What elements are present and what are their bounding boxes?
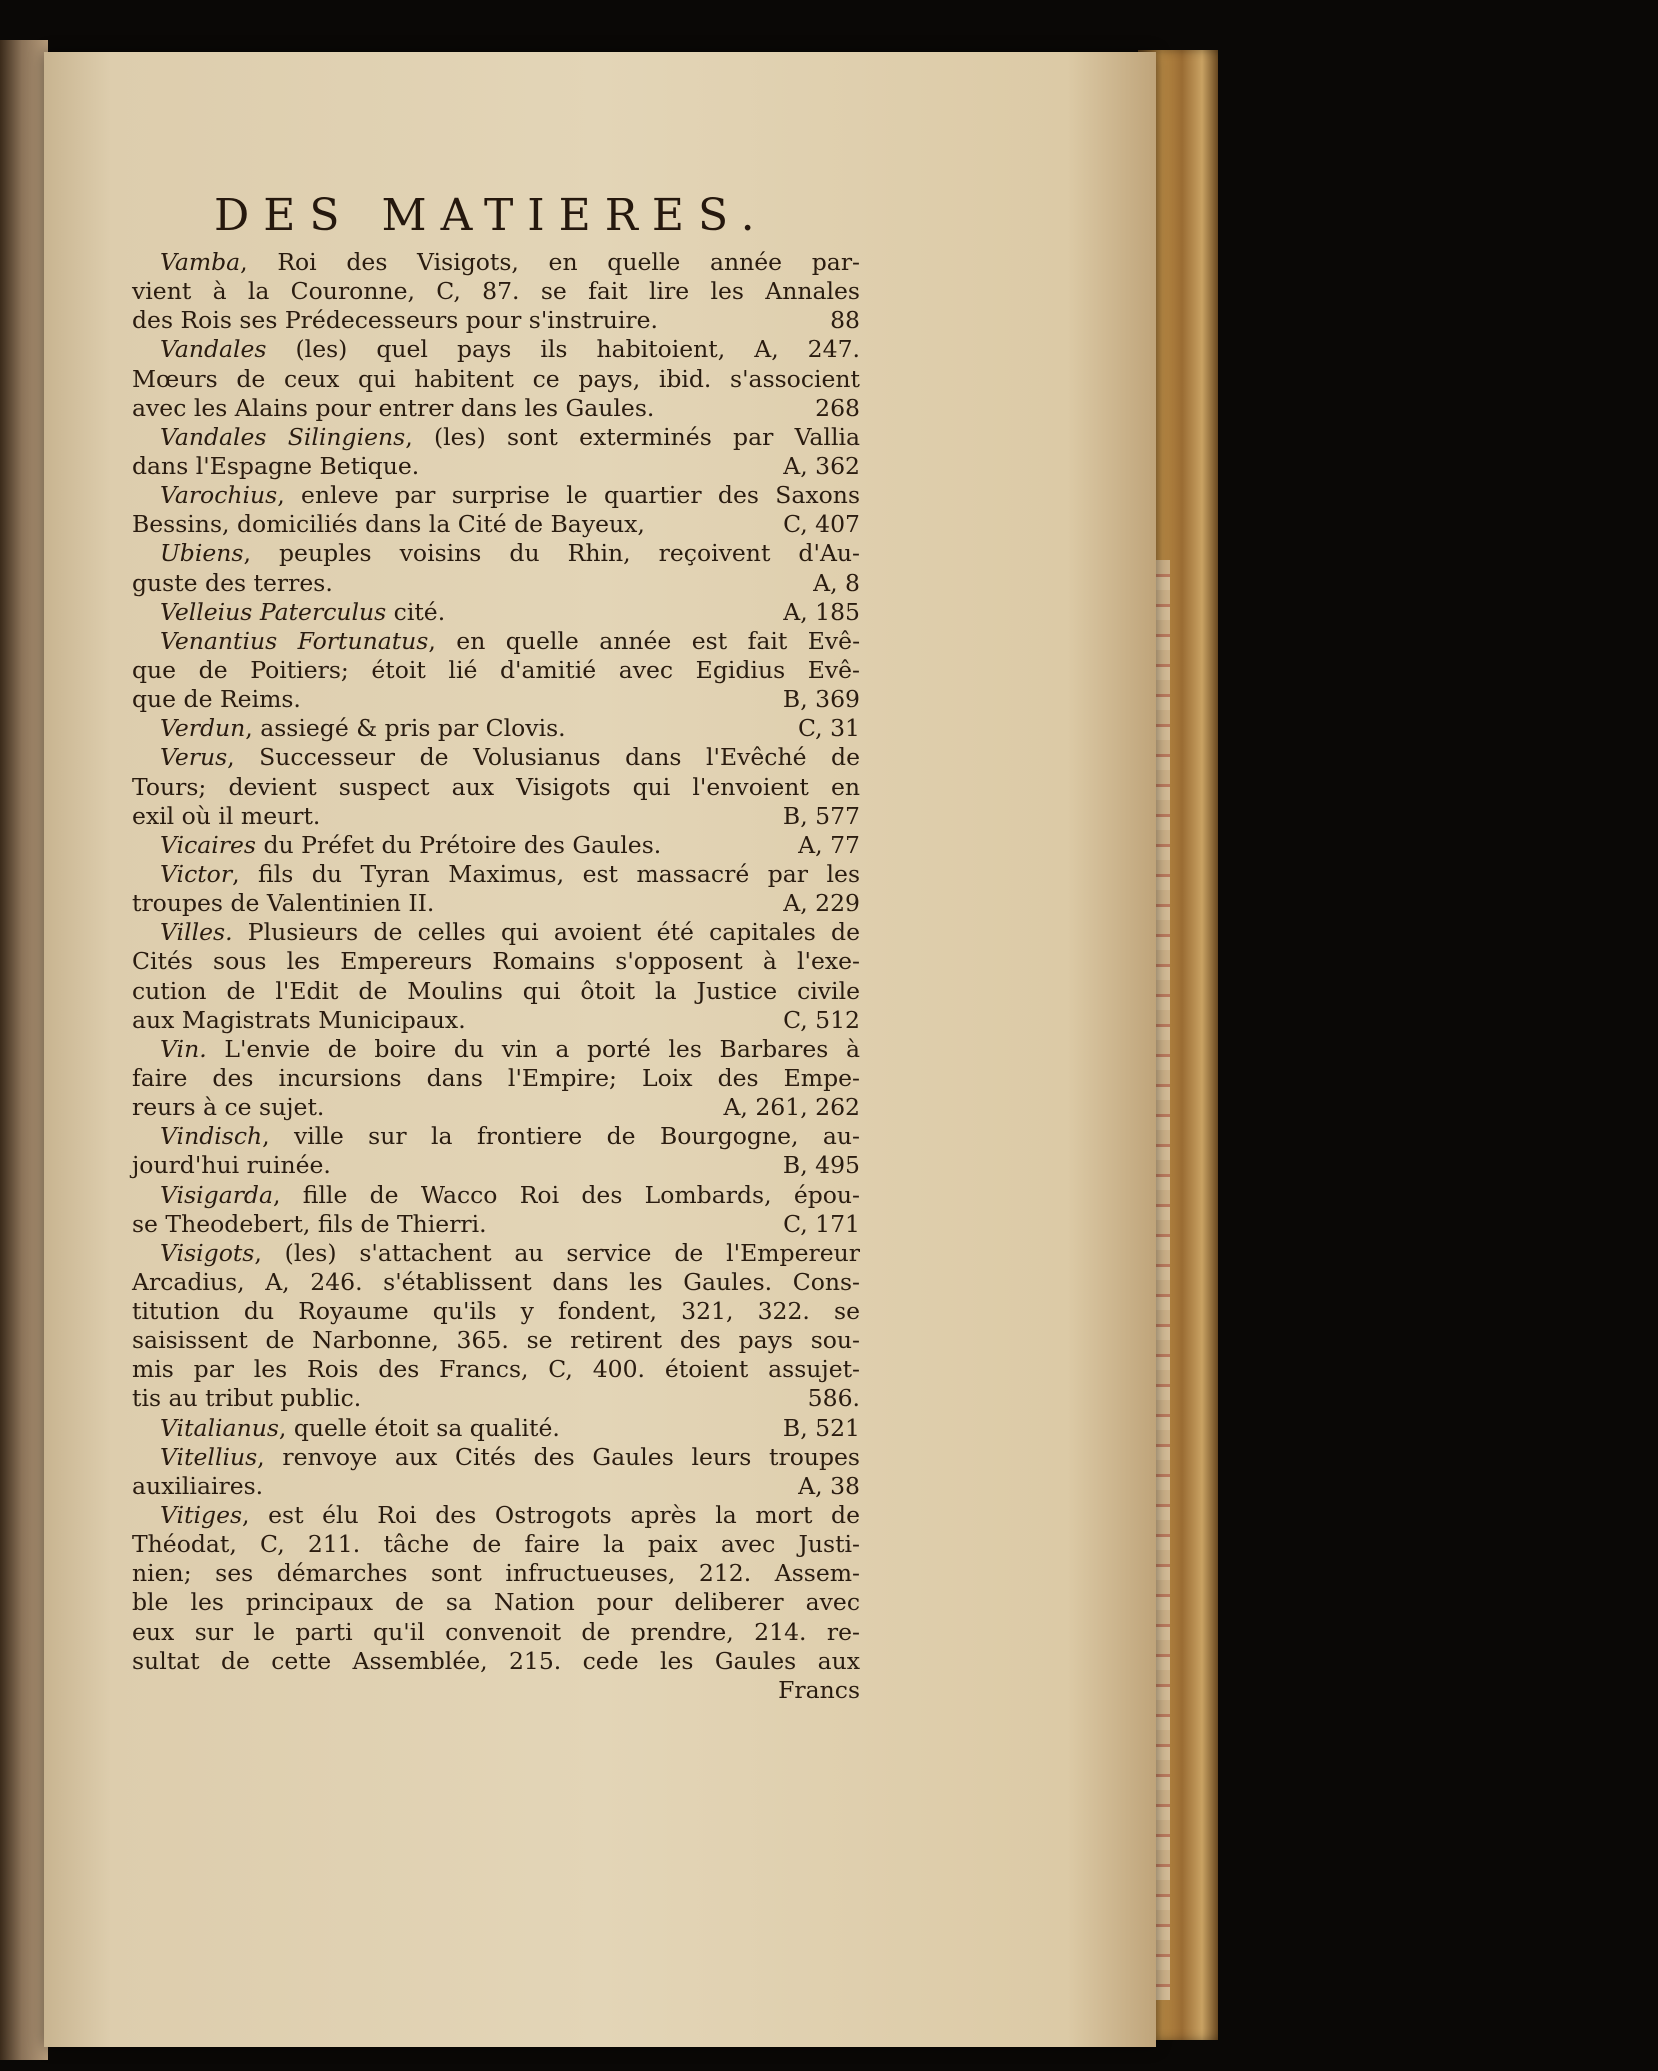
index-text: exil où il meurt.: [132, 801, 321, 830]
index-line: [132, 394, 860, 423]
index-line: [132, 743, 860, 772]
page-reference: C, 512: [783, 1005, 860, 1034]
page-reference: B, 495: [782, 1151, 860, 1180]
index-line-text: [132, 1647, 860, 1676]
index-entries: [132, 248, 860, 1705]
index-keyword: Velleius Paterculus: [160, 597, 387, 626]
index-line-text: [132, 1006, 771, 1035]
page-reference: 268: [815, 393, 860, 422]
index-line-text: [132, 277, 860, 306]
page-reference: A, 261, 262: [723, 1093, 860, 1122]
index-text: , est élu Roi des Ostrogots après la mort de: [242, 1501, 860, 1530]
index-line-text: [132, 1559, 860, 1588]
page-reference: B, 369: [782, 685, 860, 714]
index-keyword: Vin.: [160, 1034, 207, 1063]
index-text: Plusieurs de celles qui avoient été capitales de: [232, 918, 860, 947]
index-line-text: [132, 1151, 771, 1180]
index-line-text: [132, 802, 771, 831]
index-line: [132, 1093, 860, 1122]
page-reference: C, 31: [798, 714, 860, 743]
index-text: guste des terres.: [132, 568, 333, 597]
index-line-text: [160, 335, 860, 364]
index-text: , (les) sont exterminés par Vallia: [405, 422, 860, 451]
index-line: [132, 1035, 860, 1064]
index-text: sultat de cette Assemblée, 215. cede les Gaules aux: [132, 1646, 860, 1675]
index-line: [132, 248, 860, 277]
index-keyword: Victor: [160, 859, 233, 888]
index-line: [132, 569, 860, 598]
index-line-text: [160, 831, 786, 860]
page-reference: C, 407: [783, 510, 860, 539]
index-text: , assiegé & pris par Clovis.: [245, 714, 566, 743]
index-line: [132, 1326, 860, 1355]
index-keyword: Vitalianus: [160, 1413, 279, 1442]
index-text: L'envie de boire du vin a porté les Barbares à: [206, 1034, 860, 1063]
index-line: [132, 656, 860, 685]
index-line: [132, 802, 860, 831]
index-text: , en quelle année est fait Evê-: [428, 626, 861, 655]
index-keyword: Ubiens: [160, 539, 244, 568]
index-line: [132, 1384, 860, 1413]
index-keyword: Venantius Fortunatus: [160, 626, 429, 655]
index-line: [132, 510, 860, 539]
index-text: du Préfet du Prétoire des Gaules.: [255, 830, 662, 859]
index-line: [132, 1181, 860, 1210]
index-text: nien; ses démarches sont infructueuses, 212. Assem-: [132, 1559, 860, 1588]
index-line-text: [160, 248, 860, 277]
index-line: [132, 889, 860, 918]
index-text: , Successeur de Volusianus dans l'Evêché de: [227, 743, 860, 772]
index-keyword: Vandales Silingiens: [160, 422, 406, 451]
index-text: Arcadius, A, 246. s'établissent dans les Gaules. Cons-: [132, 1267, 860, 1296]
index-text: troupes de Valentinien II.: [132, 889, 435, 918]
index-text: , peuples voisins du Rhin, reçoivent d'Au-: [243, 539, 860, 568]
index-line: [132, 1676, 860, 1705]
page-reference: B, 577: [782, 801, 860, 830]
index-line-text: [132, 306, 818, 335]
page-reference: A, 185: [783, 597, 860, 626]
index-keyword: Vamba: [160, 248, 241, 276]
index-line-text: [160, 1414, 771, 1443]
index-line: [132, 1268, 860, 1297]
index-line-text: [160, 423, 860, 452]
index-line: [132, 1414, 860, 1443]
index-line: [132, 1472, 860, 1501]
index-line-text: [160, 539, 860, 568]
index-line: [132, 1064, 860, 1093]
index-line: [132, 1530, 860, 1559]
index-line: [132, 1501, 860, 1530]
index-keyword: Verus: [160, 743, 228, 772]
index-line: [132, 1443, 860, 1472]
index-line-text: [132, 685, 771, 714]
index-keyword: Vicaires: [160, 830, 256, 859]
page-reference: A, 77: [798, 830, 860, 859]
index-text: mis par les Rois des Francs, C, 400. étoient assujet-: [132, 1355, 860, 1384]
index-line-text: [160, 481, 860, 510]
index-line: [132, 277, 860, 306]
index-line: [132, 1297, 860, 1326]
index-text: , renvoye aux Cités des Gaules leurs troupes: [257, 1442, 860, 1471]
index-line: [132, 598, 860, 627]
index-line: [132, 306, 860, 335]
index-line-text: [132, 1093, 711, 1122]
page-reference: A, 229: [783, 889, 860, 918]
index-text: se Theodebert, fils de Thierri.: [132, 1209, 487, 1238]
index-keyword: Visigots: [160, 1238, 255, 1267]
index-text: , (les) s'attachent au service de l'Empereur: [254, 1238, 860, 1267]
index-text: saisissent de Narbonne, 365. se retirent des pays sou-: [132, 1326, 860, 1355]
index-text: auxiliaires.: [132, 1471, 264, 1500]
index-line-text: [132, 1530, 860, 1559]
index-line: [132, 481, 860, 510]
index-line-text: [160, 860, 860, 889]
index-line-text: [132, 1326, 860, 1355]
index-text: que de Reims.: [132, 685, 301, 714]
index-line: [132, 335, 860, 364]
index-line-text: [132, 773, 860, 802]
index-line: [132, 452, 860, 481]
index-text: , fille de Wacco Roi des Lombards, épou-: [273, 1180, 860, 1209]
index-keyword: Verdun: [160, 714, 246, 743]
index-text: Théodat, C, 211. tâche de faire la paix avec Justi-: [132, 1530, 860, 1559]
index-line: [132, 977, 860, 1006]
index-text: titution du Royaume qu'ils y fondent, 321, 322. se: [132, 1297, 860, 1326]
index-line-text: [132, 1588, 860, 1617]
index-line-text: [160, 1181, 860, 1210]
index-text: (les) quel pays ils habitoient, A, 247.: [266, 335, 860, 364]
index-text: tis au tribut public.: [132, 1384, 362, 1413]
index-text: ble les principaux de sa Nation pour deliberer avec: [132, 1588, 860, 1617]
index-text: , quelle étoit sa qualité.: [278, 1413, 560, 1442]
index-text: vient à la Couronne, C, 87. se fait lire les Annales: [132, 277, 860, 306]
index-line: [132, 1618, 860, 1647]
index-keyword: Varochius: [160, 481, 278, 510]
index-line-text: [132, 889, 771, 918]
index-line-text: [160, 714, 786, 743]
page-reference: 586.: [807, 1384, 860, 1413]
index-line: [132, 1588, 860, 1617]
index-line: [132, 627, 860, 656]
index-text: aux Magistrats Municipaux.: [132, 1005, 466, 1034]
index-line: [132, 365, 860, 394]
index-line: [132, 685, 860, 714]
index-text: avec les Alains pour entrer dans les Gaules.: [132, 393, 655, 422]
index-line-text: [132, 1268, 860, 1297]
index-line-text: [160, 1443, 860, 1472]
page-reference: A, 362: [783, 451, 860, 480]
index-text: Bessins, domiciliés dans la Cité de Bayeux,: [132, 510, 645, 539]
index-text: , enleve par surprise le quartier des Saxons: [277, 481, 860, 510]
index-line-text: [132, 656, 860, 685]
index-line-text: [132, 365, 860, 394]
index-line-text: [160, 627, 860, 656]
page-reference: A, 8: [813, 568, 860, 597]
index-line: [132, 539, 860, 568]
index-text: dans l'Espagne Betique.: [132, 451, 420, 480]
page-reference: 88: [830, 306, 860, 335]
index-line: [132, 831, 860, 860]
index-line: [132, 773, 860, 802]
index-line: [132, 1151, 860, 1180]
index-text: eux sur le parti qu'il convenoit de prendre, 214. re-: [132, 1617, 860, 1646]
index-line: [132, 947, 860, 976]
index-line-text: [132, 1472, 786, 1501]
index-text: que de Poitiers; étoit lié d'amitié avec Egidius Evê-: [132, 655, 860, 684]
page-reference: C, 171: [783, 1209, 860, 1238]
index-text: , Roi des Visigots, en quelle année par-: [240, 248, 860, 276]
index-line-text: [132, 1355, 860, 1384]
index-keyword: Visigarda: [160, 1180, 273, 1209]
index-line: [132, 1210, 860, 1239]
index-line-text: [160, 1122, 860, 1151]
index-line-text: [132, 947, 860, 976]
index-line: [132, 1122, 860, 1151]
index-line-text: [132, 1064, 860, 1093]
index-text: reurs à ce sujet.: [132, 1093, 325, 1122]
index-line-text: [160, 598, 771, 627]
index-line: [132, 1559, 860, 1588]
page-reference: B, 521: [782, 1413, 860, 1442]
index-line: [132, 860, 860, 889]
index-text: faire des incursions dans l'Empire; Loix des Empe-: [132, 1063, 860, 1092]
running-header: DES MATIERES.: [214, 190, 769, 241]
index-line-text: [132, 1384, 796, 1413]
index-line: [132, 423, 860, 452]
index-line: [132, 1355, 860, 1384]
index-keyword: Vitellius: [160, 1442, 258, 1471]
index-line: [132, 1006, 860, 1035]
index-text: jourd'hui ruinée.: [132, 1151, 331, 1180]
index-line-text: [160, 743, 860, 772]
index-keyword: Villes.: [160, 918, 233, 947]
index-keyword: Vandales: [160, 335, 267, 364]
index-line-text: [160, 918, 860, 947]
index-line-text: [160, 1239, 860, 1268]
index-line-text: [132, 569, 801, 598]
index-line-text: [160, 1501, 860, 1530]
page-paper: [44, 52, 1156, 2047]
index-text: Tours; devient suspect aux Visigots qui l'envoient en: [132, 772, 860, 801]
index-line: [132, 1647, 860, 1676]
index-text: Cités sous les Empereurs Romains s'opposent à l'exe-: [132, 947, 860, 976]
page-reference: A, 38: [798, 1471, 860, 1500]
index-line-text: [132, 1210, 771, 1239]
catchword: Francs: [778, 1675, 860, 1704]
index-text: , ville sur la frontiere de Bourgogne, au-: [262, 1122, 860, 1151]
index-line-text: [132, 977, 860, 1006]
index-text: Mœurs de ceux qui habitent ce pays, ibid. s'associent: [132, 364, 860, 393]
index-line-text: [132, 452, 771, 481]
index-text: cité.: [386, 597, 446, 626]
index-keyword: Vitiges: [160, 1501, 243, 1530]
index-line-text: [132, 394, 803, 423]
index-line-text: [132, 1618, 860, 1647]
index-text: , fils du Tyran Maximus, est massacré par les: [232, 859, 860, 888]
index-line-text: [132, 510, 771, 539]
index-text: des Rois ses Prédecesseurs pour s'instruire.: [132, 306, 658, 335]
index-line: [132, 918, 860, 947]
index-line-text: [160, 1035, 860, 1064]
index-line: [132, 1239, 860, 1268]
index-text: cution de l'Edit de Moulins qui ôtoit la Justice civile: [132, 976, 860, 1005]
index-line-text: [132, 1297, 860, 1326]
index-keyword: Vindisch: [160, 1122, 263, 1151]
index-line: [132, 714, 860, 743]
book-cover-left: [0, 40, 48, 2060]
